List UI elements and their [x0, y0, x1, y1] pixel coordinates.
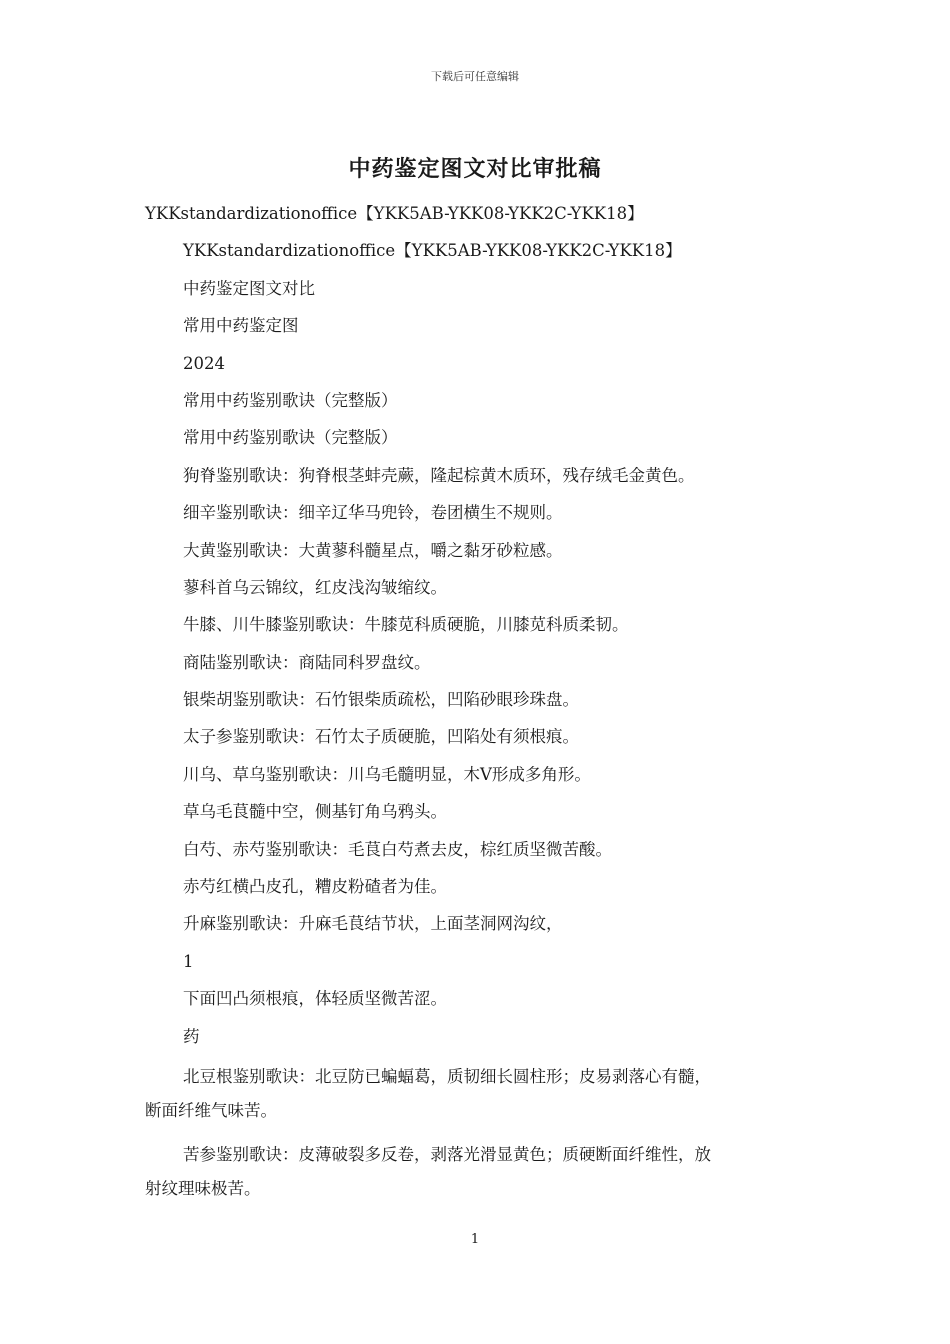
- paragraph-first-line: 苦参鉴别歌诀：皮薄破裂多反卷，剥落光滑显黄色；质硬断面纤维性，放: [183, 1144, 711, 1164]
- paragraph-beidougen: [145, 1060, 810, 1128]
- text-line: 药: [183, 1026, 200, 1046]
- text-line: 狗脊鉴别歌诀：狗脊根茎蚌壳蕨，隆起棕黄木质环，残存绒毛金黄色。: [183, 465, 695, 485]
- page-header: 下载后可任意编辑: [431, 70, 519, 83]
- text-line: 中药鉴定图文对比: [183, 278, 315, 298]
- page-number: 1: [470, 1232, 480, 1247]
- text-line: 蓼科首乌云锦纹，红皮浅沟皱缩纹。: [183, 577, 447, 597]
- text-line: 升麻鉴别歌诀：升麻毛茛结节状，上面茎洞网沟纹，: [183, 914, 563, 934]
- text-line: 2024: [183, 353, 225, 373]
- text-line: 大黄鉴别歌诀：大黄蓼科髓星点，嚼之黏牙砂粒感。: [183, 540, 563, 560]
- text-line: 细辛鉴别歌诀：细辛辽华马兜铃，卷团横生不规则。: [183, 503, 563, 523]
- text-line: 草乌毛茛髓中空，侧基钉角乌鸦头。: [183, 802, 447, 822]
- text-line: 太子参鉴别歌诀：石竹太子质硬脆，凹陷处有须根痕。: [183, 727, 579, 747]
- text-line: 常用中药鉴别歌诀（完整版）: [183, 390, 398, 410]
- text-line: 白芍、赤芍鉴别歌诀：毛茛白芍煮去皮，棕红质坚微苦酸。: [183, 839, 612, 859]
- paragraph-continuation: 断面纤维气味苦。: [145, 1100, 277, 1120]
- text-line: 赤芍红横凸皮孔，糟皮粉碴者为佳。: [183, 877, 447, 897]
- text-line: 常用中药鉴别歌诀（完整版）: [183, 428, 398, 448]
- text-line: 常用中药鉴定图: [183, 316, 299, 336]
- paragraph-first-line: 北豆根鉴别歌诀：北豆防已蝙蝠葛，质韧细长圆柱形；皮易剥落心有髓，: [183, 1066, 711, 1086]
- text-line: 牛膝、川牛膝鉴别歌诀：牛膝苋科质硬脆，川膝苋科质柔韧。: [183, 615, 629, 635]
- document-body: [145, 200, 810, 1216]
- paragraph-kushen: [145, 1138, 810, 1206]
- text-line: YKKstandardizationoffice【YKK5AB-YKK08-YKK2C-YKK18】: [183, 241, 682, 261]
- paragraph-continuation: 射纹理味极苦。: [145, 1178, 261, 1198]
- text-line: 川乌、草乌鉴别歌诀：川乌毛髓明显，木V形成多角形。: [183, 764, 591, 784]
- text-line: YKKstandardizationoffice【YKK5AB-YKK08-YKK2C-YKK18】: [145, 204, 644, 223]
- text-line: 1: [183, 951, 194, 971]
- text-line: 下面凹凸须根痕，体轻质坚微苦涩。: [183, 989, 447, 1009]
- text-line: 银柴胡鉴别歌诀：石竹银柴质疏松，凹陷砂眼珍珠盘。: [183, 690, 579, 710]
- text-line: 商陆鉴别歌诀：商陆同科罗盘纹。: [183, 652, 431, 672]
- document-title: 中药鉴定图文对比审批稿: [348, 156, 602, 182]
